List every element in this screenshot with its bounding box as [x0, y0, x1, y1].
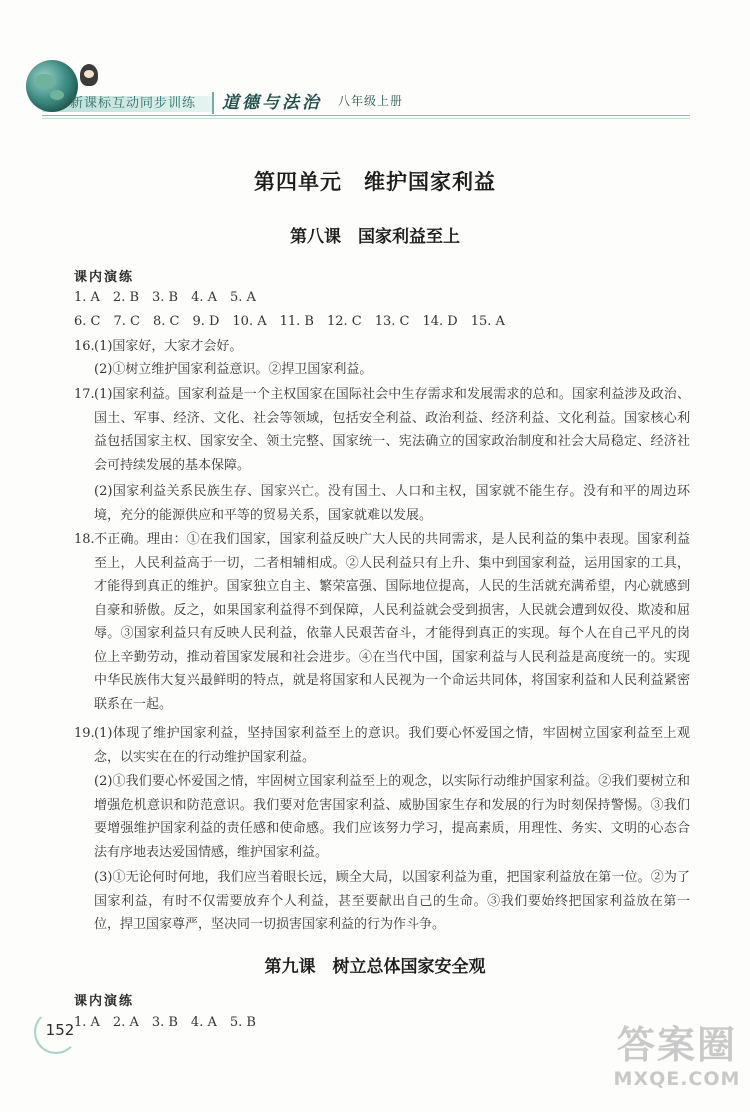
lesson-8-title: 第八课 国家利益至上 — [290, 227, 460, 247]
question-number-18: 18. — [74, 532, 95, 547]
section-label: 课内演练 — [74, 270, 135, 285]
q17-answer-2: (2)国家利益关系民族生存、国家兴亡。没有国土、人口和主权，国家就不能生存。没有和平的周边环境，充分的能源供应和平等的贸易关系，国家就难以发展。 — [94, 484, 690, 523]
watermark-url: MXQE.COM — [613, 1068, 741, 1090]
watermark-logo — [612, 1022, 742, 1106]
watermark-text: 答案圈 — [616, 1023, 737, 1067]
q18-answer: 不正确。理由：①在我们国家，国家利益反映广大人民的共同需求，是人民利益的集中表现。国家利益至上，人民利益高于一切，二者相辅相成。②人民利益只有上升、集中到国家利益，运用国家的工具，才能得到真正的维护。国家独立自主、繁荣富强、国际地位提高，人民的生活就充满希望，内心就感到自豪和骄傲。反之，如果国家利益得不到保障，人民利益就会受到损害，人民就会遭到奴役、欺凌和屈辱。③国家利益只有反映人民利益，依靠人民艰苦奋斗，才能得到真正的实现。每个人在自己平凡的岗位上辛勤劳动，推动着国家发展和社会进步。④在当代中国，国家利益与人民利益是高度统一的。实现中华民族伟大复兴最鲜明的特点，就是将国家和人民视为一个命运共同体，将国家利益和人民利益紧密联系在一起。 — [94, 532, 690, 712]
q19-answer-1: (1)体现了维护国家利益，坚持国家利益至上的意识。我们要心怀爱国之情，牢固树立国家利益至上观念，以实实在在的行动维护国家利益。 — [94, 726, 690, 765]
question-number-19: 19. — [74, 726, 95, 741]
student-figure-icon — [80, 64, 98, 86]
unit-title: 第四单元 维护国家利益 — [254, 170, 496, 194]
q19-answer-2: (2)①我们要心怀爱国之情，牢固树立国家利益至上的观念，以实际行动维护国家利益。②我们要树立和增强危机意识和防范意识。我们要对危害国家利益、威胁国家生存和发展的行为时刻保持警惕。③我们要增强维护国家利益的责任感和使命感。我们应该努力学习，提高素质，用理性、务实、文明的心态合法有序地表达爱国情感，维护国家利益。 — [94, 774, 690, 860]
q16-answer-1: (1)国家好，大家才会好。 — [94, 339, 243, 354]
grade-label: 八年级上册 — [338, 94, 404, 108]
q17-answer-1: (1)国家利益。国家利益是一个主权国家在国际社会中生存需求和发展需求的总和。国家利益涉及政治、国土、军事、经济、文化、社会等领域，包括安全利益、政治利益、经济利益、文化利益。国家核心利益包括国家主权、国家安全、领土完整、国家统一、宪法确立的国家政治制度和社会大局稳定、经济社会可持续发展的基本保障。 — [94, 387, 690, 473]
section-label: 课内演练 — [74, 994, 135, 1009]
q19-answer-3: (3)①无论何时何地，我们应当着眼长远，顾全大局，以国家利益为重，把国家利益放在第一位。②为了国家利益，有时不仅需要放弃个人利益，甚至要献出自己的生命。③我们要始终把国家利益放在第一位，捍卫国家尊严，坚决同一切损害国家利益的行为作斗争。 — [94, 870, 690, 932]
page-number: 152 — [38, 1016, 82, 1044]
lesson-9-title: 第九课 树立总体国家安全观 — [264, 957, 486, 977]
question-number-17: 17. — [74, 387, 95, 402]
mc-answers-row-1: 1. A 2. B 3. B 4. A 5. A — [74, 290, 256, 305]
subject-title: 道德与法治 — [222, 93, 322, 113]
question-number-16: 16. — [74, 339, 95, 354]
mc-answers-row-1: 1. A 2. A 3. B 4. A 5. B — [74, 1015, 256, 1030]
header-divider — [212, 92, 214, 114]
header-rule-secondary — [42, 118, 690, 119]
page-header — [0, 0, 750, 130]
header-rule — [42, 115, 690, 116]
q16-answer-2: (2)①树立维护国家利益意识。②捍卫国家利益。 — [94, 362, 373, 377]
mc-answers-row-2: 6. C 7. C 8. C 9. D 10. A 11. B 12. C 13. C 14. D 15. A — [74, 314, 505, 329]
series-title: 新课标互动同步训练 — [70, 96, 197, 111]
